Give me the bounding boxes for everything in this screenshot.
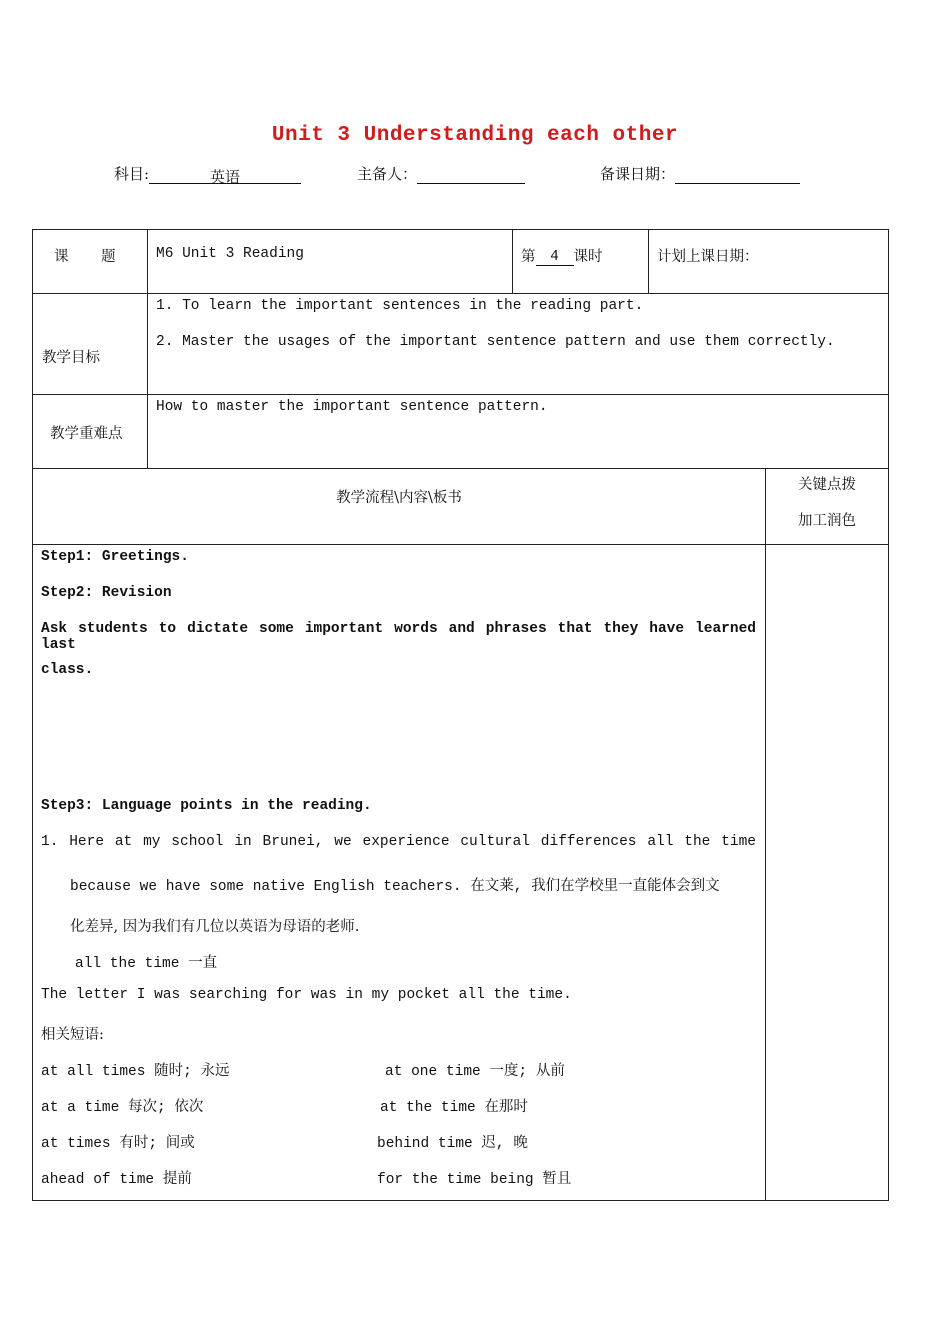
date-label: 备课日期： bbox=[600, 165, 676, 183]
lesson-suffix: 课时 bbox=[573, 249, 603, 265]
preparer-field bbox=[357, 163, 525, 184]
example-sentence: The letter I was searching for was in my pocket all the time. bbox=[41, 987, 572, 1003]
subject-field bbox=[114, 163, 301, 184]
date-value bbox=[675, 166, 800, 184]
subject-label: 科目: bbox=[114, 165, 150, 183]
preparer-value bbox=[417, 166, 525, 184]
goals-label: 教学目标 bbox=[42, 350, 100, 366]
date-field bbox=[600, 163, 800, 184]
side-header-bottom: 加工润色 bbox=[798, 513, 856, 529]
column-divider bbox=[765, 468, 766, 1201]
phrase-right: at the time 在那时 bbox=[380, 1100, 528, 1116]
plan-date-label: 计划上课日期： bbox=[657, 249, 759, 265]
column-divider bbox=[512, 229, 513, 294]
column-divider bbox=[648, 229, 649, 294]
row-divider bbox=[32, 394, 889, 395]
key-label: 教学重难点 bbox=[50, 426, 123, 442]
preparer-label: 主备人： bbox=[357, 165, 418, 183]
item1-translation: 化差异, 因为我们有几位以英语为母语的老师. bbox=[70, 919, 360, 935]
phrase-all-the-time: all the time 一直 bbox=[75, 956, 218, 972]
step2-instruction: Ask students to dictate some important words and phrases that they have learned last bbox=[41, 621, 756, 653]
step3-heading: Step3: Language points in the reading. bbox=[41, 798, 372, 814]
item1-sentence-cont: because we have some native English teachers. 在文莱, 我们在学校里一直能体会到文 bbox=[70, 879, 720, 895]
step2-instruction-end: class. bbox=[41, 662, 94, 678]
phrase-left: at times 有时; 间或 bbox=[41, 1136, 195, 1152]
phrase-right: at one time 一度; 从前 bbox=[385, 1064, 565, 1080]
phrase-left: ahead of time 提前 bbox=[41, 1172, 192, 1188]
goal-item: 1. To learn the important sentences in the reading part. bbox=[156, 298, 644, 314]
step1-heading: Step1: Greetings. bbox=[41, 549, 189, 565]
goal-item: 2. Master the usages of the important sentence pattern and use them correctly. bbox=[156, 334, 835, 350]
lesson-number: 4 bbox=[536, 249, 574, 266]
topic-value: M6 Unit 3 Reading bbox=[156, 246, 304, 262]
key-value: How to master the important sentence pattern. bbox=[156, 399, 548, 415]
step2-heading: Step2: Revision bbox=[41, 585, 172, 601]
lesson-number-field bbox=[521, 245, 603, 266]
side-header-top: 关键点拨 bbox=[798, 477, 856, 493]
related-phrases-label: 相关短语: bbox=[41, 1027, 104, 1043]
row-divider bbox=[32, 293, 889, 294]
phrase-right: for the time being 暂且 bbox=[377, 1172, 572, 1188]
item1-sentence: 1. Here at my school in Brunei, we experience cultural differences all the time bbox=[41, 834, 756, 850]
phrase-left: at a time 每次; 依次 bbox=[41, 1100, 204, 1116]
phrase-right: behind time 迟, 晚 bbox=[377, 1136, 528, 1152]
column-divider bbox=[147, 229, 148, 469]
topic-label: 课 题 bbox=[54, 249, 116, 265]
phrase-left: at all times 随时; 永远 bbox=[41, 1064, 230, 1080]
lesson-prefix: 第 bbox=[521, 249, 536, 265]
row-divider bbox=[32, 544, 889, 545]
process-header: 教学流程\内容\板书 bbox=[336, 490, 462, 506]
document-title: Unit 3 Understanding each other bbox=[271, 124, 679, 147]
lesson-table bbox=[32, 229, 889, 1201]
subject-value: 英语 bbox=[149, 166, 301, 184]
row-divider bbox=[32, 468, 889, 469]
